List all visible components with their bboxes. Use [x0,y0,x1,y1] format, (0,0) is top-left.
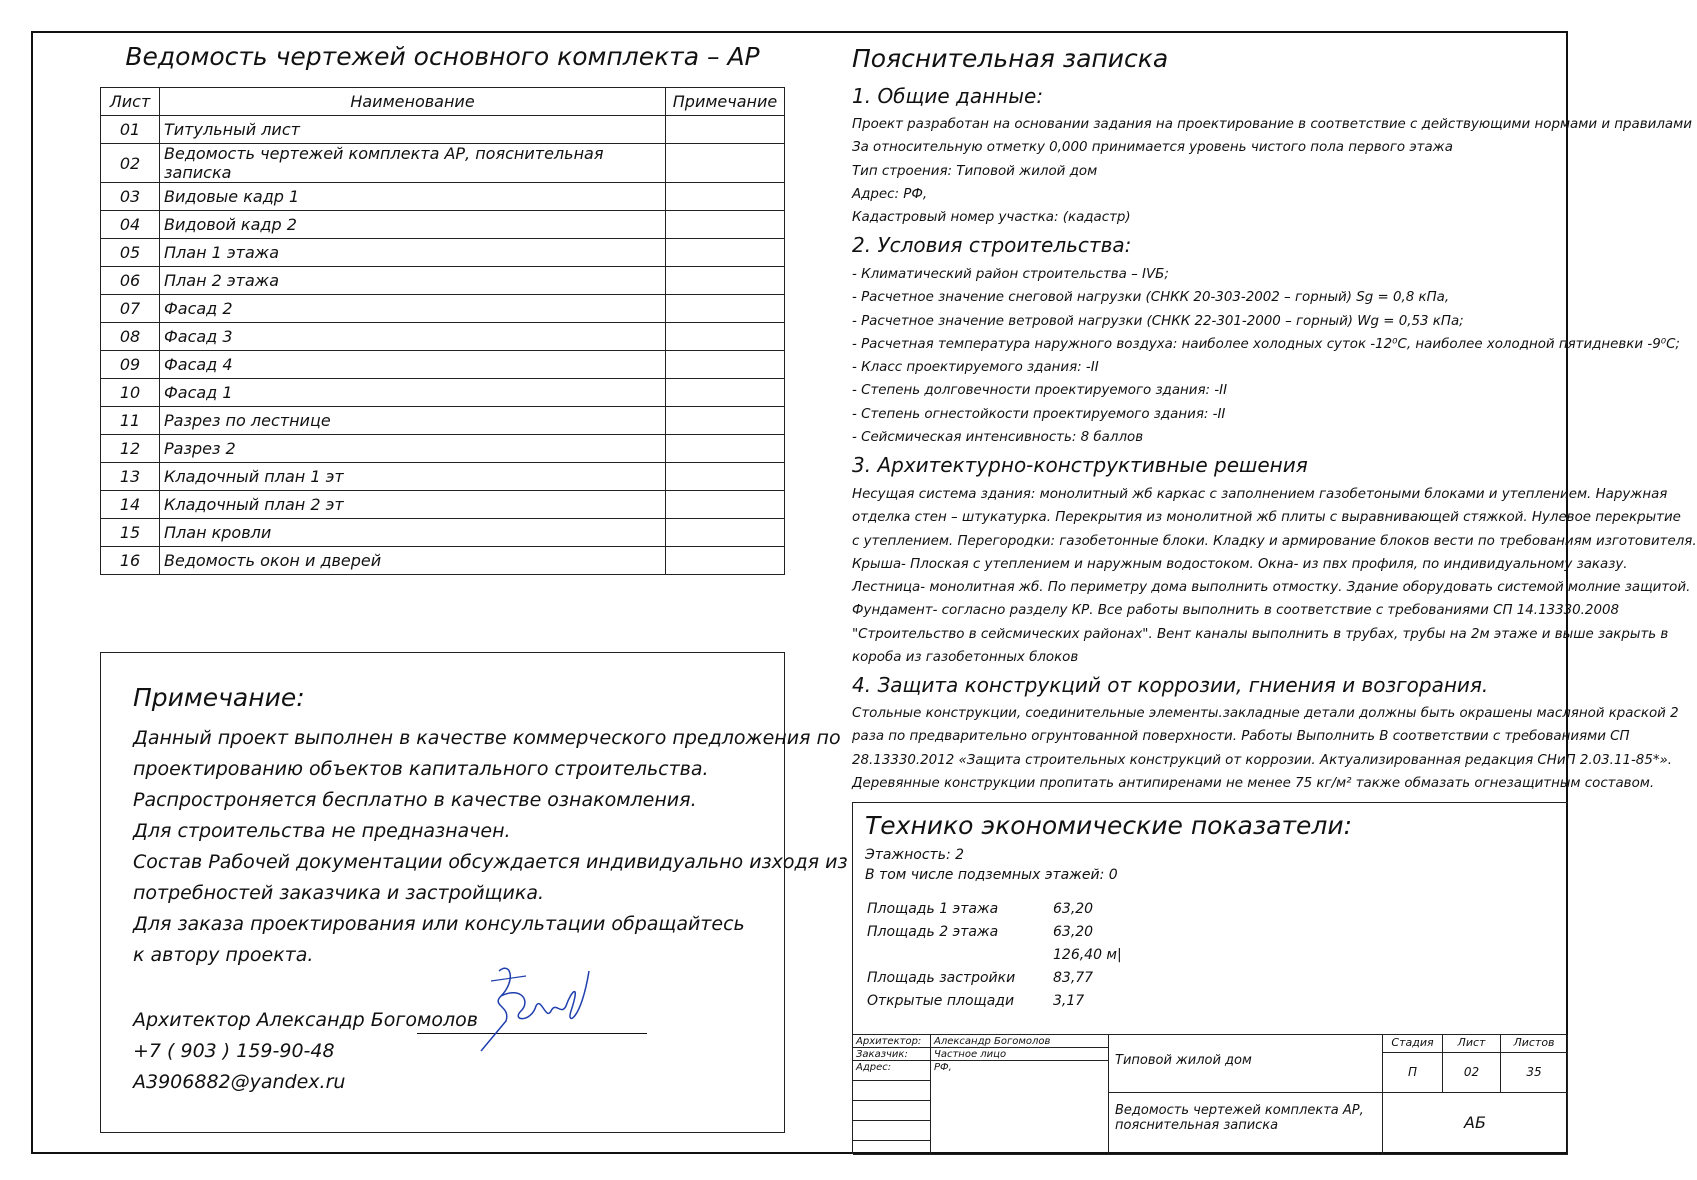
table-row [101,211,785,239]
section4-text [852,702,1679,795]
drawing-list-title: Ведомость чертежей основного комплекта – АР [125,42,760,71]
remark-line: Для строительства не предназначен. [133,820,511,842]
tep-label: Площадь 2 этажа [867,924,999,940]
row-note [666,379,785,407]
row-note [666,547,785,575]
row-sheet-name: Ведомость окон и дверей [160,547,666,575]
stamp-sheets-header: Листов [1501,1035,1568,1053]
row-sheet-name: Видовые кадр 1 [160,183,666,211]
architect-contacts [133,1005,478,1098]
remark-line: проектированию объектов капитального строительства. [133,758,709,780]
section2-text [852,263,1680,449]
header-sheet: Лист [101,88,160,116]
tep-value: 126,40 м| [1053,947,1122,963]
row-sheet-number: 11 [101,407,160,435]
row-sheet-name: Кладочный план 2 эт [160,491,666,519]
row-note [666,435,785,463]
text-line: - Степень огнестойкости проектируемого здания: -II [852,406,1226,422]
row-sheet-number: 02 [101,144,160,183]
remark-line: Распростроняется бесплатно в качестве ознакомления. [133,789,697,811]
stamp-sheet: 02 [1443,1053,1501,1093]
table-row [101,519,785,547]
row-sheet-number: 13 [101,463,160,491]
row-note [666,519,785,547]
header-note: Примечание [666,88,785,116]
text-line: За относительную отметку 0,000 принимается уровень чистого пола первого этажа [852,140,1453,156]
remark-box [100,652,848,1133]
text-line: отделка стен – штукатурка. Перекрытия из монолитной жб плиты с выравнивающей стяжкой. Нулевое перекрытие [852,510,1681,526]
stamp-address-value: РФ, [931,1061,1109,1155]
row-sheet-number: 10 [101,379,160,407]
table-row [101,144,785,183]
stamp-code: АБ [1383,1093,1568,1155]
table-row [101,323,785,351]
tep-title: Технико экономические показатели: [865,811,1353,840]
text-line: - Климатический район строительства – IVБ; [852,267,1169,282]
text-line: - Сейсмическая интенсивность: 8 баллов [852,430,1144,446]
section4-title: 4. Защита конструкций от коррозии, гниения и возгорания. [852,673,1489,697]
text-line: Несущая система здания: монолитный жб каркас с заполнением газобетоными блоками и утеплением. Наружная [852,487,1668,502]
row-note [666,211,785,239]
row-sheet-number: 12 [101,435,160,463]
text-line: "Строительство в сейсмических районах". Вент каналы выполнить в трубах, трубы на 2м этаже и выше закрыть в [852,626,1669,642]
remark-line: Данный проект выполнен в качестве коммерческого предложения по [133,727,841,749]
tep-floors: Этажность: 2 [865,847,965,863]
remark-line: Для заказа проектирования или консультации обращайтесь [133,913,745,935]
text-line: Деревянные конструкции пропитать антипиренами не менее 75 кг/м² также обмазать огнезащитным составом. [852,775,1655,791]
stamp-object: Типовой жилой дом [1109,1035,1383,1093]
stamp-sheet-name: Ведомость чертежей комплекта АР, пояснительная записка [1109,1093,1383,1155]
row-sheet-name: План 2 этажа [160,267,666,295]
row-sheet-name: Титульный лист [160,116,666,144]
text-line: раза по предварительно огрунтованной поверхности. Работы Выполнить В соответствии с требованиями СП [852,729,1630,745]
stamp-sheet-header: Лист [1443,1035,1501,1053]
table-row [101,547,785,575]
stamp-stage-header: Стадия [1383,1035,1443,1053]
row-sheet-number: 05 [101,239,160,267]
row-note [666,239,785,267]
table-row [101,267,785,295]
tep-value: 63,20 [1053,901,1094,917]
stamp-address-label: Адрес: [853,1061,931,1081]
drawing-list-table [100,87,785,575]
table-row [101,435,785,463]
table-row [101,295,785,323]
tep-underground: В том числе подземных этажей: 0 [865,867,1118,883]
section1-title: 1. Общие данные: [852,84,1044,108]
architect-phone: +7 ( 903 ) 159-90-48 [133,1040,335,1062]
table-row [101,407,785,435]
text-line: Крыша- Плоская с утеплением и наружным водостоком. Окна- из пвх профиля, по индивидуальному заказу. [852,556,1628,572]
row-sheet-number: 06 [101,267,160,295]
remark-line: Состав Рабочей документации обсуждается индивидуально изходя из [133,851,848,873]
remark-title: Примечание: [133,683,305,712]
tep-value: 83,77 [1053,970,1094,986]
remark-line: к автору проекта. [133,944,314,966]
table-row [101,239,785,267]
text-line: Тип строения: Типовой жилой дом [852,163,1098,179]
stamp-sheets: 35 [1501,1053,1568,1093]
tep-value: 3,17 [1053,993,1085,1009]
tep-label: Открытые площади [867,993,1015,1009]
text-line: - Степень долговечности проектируемого здания: -II [852,383,1228,399]
text-line: - Класс проектируемого здания: -II [852,360,1099,376]
text-line: Фундамент- согласно разделу КР. Все работы выполнить в соответствие с требованиями СП 14.13330.2008 [852,603,1619,619]
text-line: Лестница- монолитная жб. По периметру дома выполнить отмостку. Здание оборудовать системой молние защитой. [852,580,1691,596]
text-line: - Расчетное значение снеговой нагрузки (СНКК 20-303-2002 – горный) Sg = 0,8 кПа, [852,290,1450,306]
architect-email: A3906882@yandex.ru [133,1071,346,1093]
section2-title: 2. Условия строительства: [852,233,1132,257]
row-sheet-number: 03 [101,183,160,211]
section3-text [852,483,1697,669]
text-line: с утеплением. Перегородки: газобетонные блоки. Кладку и армирование блоков вести по требованиям изготовителя. [852,533,1697,549]
row-sheet-number: 04 [101,211,160,239]
stamp-empty-3 [853,1121,931,1141]
text-line: Стольные конструкции, соединительные элементы.закладные детали должны быть окрашены масляной краской 2 [852,706,1679,721]
stamp-architect-label: Архитектор: [853,1035,931,1048]
text-line: - Расчетная температура наружного воздуха: наиболее холодных суток -12⁰С, наиболее холодной пятидневки -9⁰С; [852,336,1680,352]
text-line: Кадастровый номер участка: (кадастр) [852,210,1131,226]
table-row [101,183,785,211]
row-note [666,351,785,379]
row-sheet-name: Кладочный план 1 эт [160,463,666,491]
row-note [666,323,785,351]
section3-title: 3. Архитектурно-конструктивные решения [852,453,1308,477]
row-sheet-name: Разрез по лестнице [160,407,666,435]
table-row [101,463,785,491]
row-sheet-number: 14 [101,491,160,519]
header-name: Наименование [160,88,666,116]
title-block [852,1034,1567,1154]
row-sheet-name: Фасад 2 [160,295,666,323]
row-note [666,491,785,519]
section1-text [852,113,1692,229]
row-note [666,463,785,491]
stamp-empty-4 [853,1141,931,1155]
tep-label: Площадь 1 этажа [867,901,999,917]
row-sheet-number: 09 [101,351,160,379]
row-sheet-name: Ведомость чертежей комплекта АР, пояснительная записка [160,144,666,183]
text-line: Проект разработан на основании задания на проектирование в соответствие с действующими нормами и правилами [852,117,1692,132]
tep-block [852,802,1568,1035]
row-sheet-name: План кровли [160,519,666,547]
row-sheet-name: Видовой кадр 2 [160,211,666,239]
row-note [666,267,785,295]
row-sheet-name: Фасад 3 [160,323,666,351]
table-header-row [101,88,785,116]
stamp-stage: П [1383,1053,1443,1093]
table-row [101,351,785,379]
row-note [666,295,785,323]
tep-label: Площадь застройки [867,970,1016,986]
table-row [101,116,785,144]
table-row [101,491,785,519]
text-line: - Расчетное значение ветровой нагрузки (СНКК 22-301-2000 – горный) Wg = 0,53 кПа; [852,313,1464,329]
row-sheet-name: Разрез 2 [160,435,666,463]
text-line: Адрес: РФ, [852,186,928,202]
row-sheet-number: 16 [101,547,160,575]
text-line: 28.13330.2012 «Защита строительных конструкций от коррозии. Актуализированная редакция СНиП 2.03.11-85*». [852,752,1673,768]
row-note [666,144,785,183]
row-note [666,183,785,211]
table-row [101,379,785,407]
stamp-client-value: Частное лицо [931,1048,1109,1061]
remark-line: потребностей заказчика и застройщика. [133,882,545,904]
row-sheet-number: 01 [101,116,160,144]
row-sheet-name: Фасад 4 [160,351,666,379]
stamp-empty-1 [853,1081,931,1101]
architect-name: Архитектор Александр Богомолов [133,1009,478,1031]
row-sheet-name: План 1 этажа [160,239,666,267]
tep-value: 63,20 [1053,924,1094,940]
stamp-architect-value: Александр Богомолов [931,1035,1109,1048]
stamp-client-label: Заказчик: [853,1048,931,1061]
signature-image [471,951,591,1056]
row-note [666,407,785,435]
row-sheet-number: 07 [101,295,160,323]
text-line: короба из газобетонных блоков [852,650,1079,666]
row-sheet-number: 15 [101,519,160,547]
row-note [666,116,785,144]
stamp-empty-2 [853,1101,931,1121]
row-sheet-number: 08 [101,323,160,351]
row-sheet-name: Фасад 1 [160,379,666,407]
explanatory-title: Пояснительная записка [852,44,1169,73]
remark-text [133,723,848,971]
